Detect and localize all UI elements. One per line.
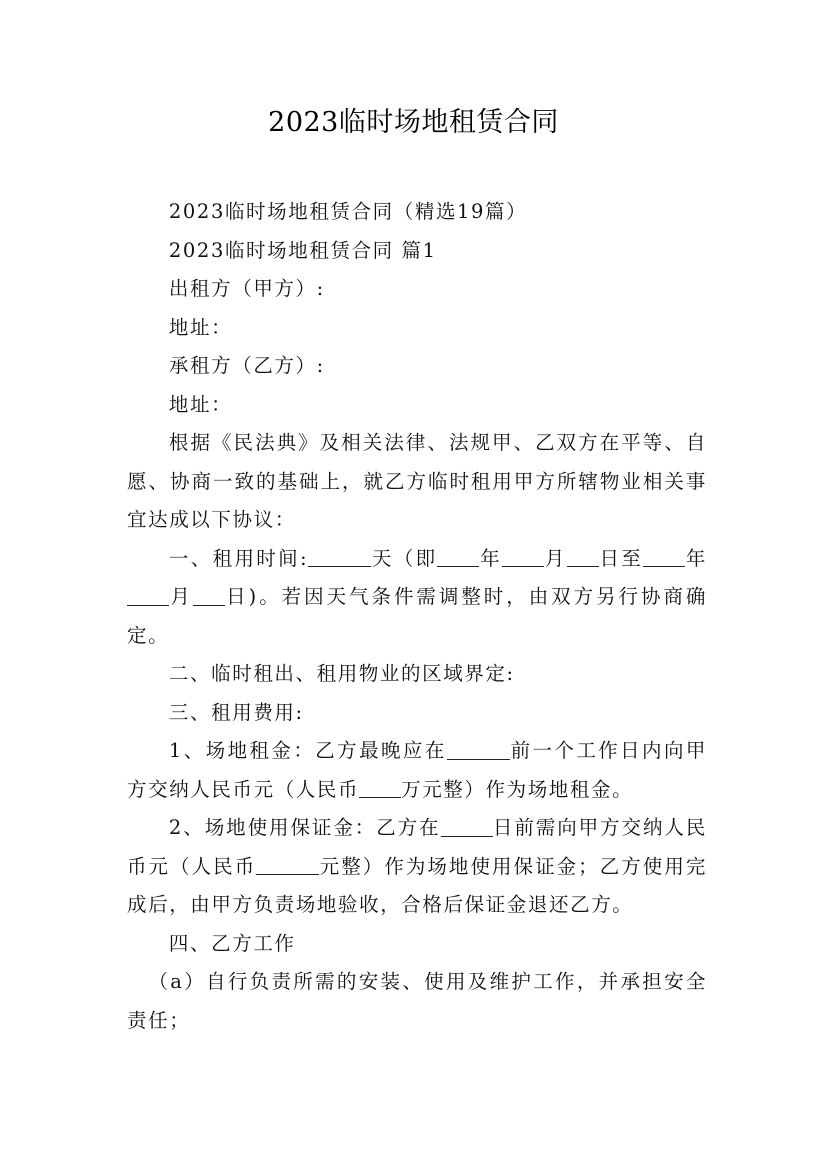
deposit-paragraph <box>127 809 707 925</box>
deposit-text-2: 日前需向甲方交纳人民币元（人民币 <box>127 816 707 878</box>
term-text-6: 年 <box>685 546 708 570</box>
document-body <box>127 193 707 1040</box>
subtitle-line: 2023临时场地租赁合同（精选19篇） <box>168 200 528 223</box>
blank-end-month <box>127 585 169 606</box>
term-text-3: 年 <box>479 546 503 570</box>
lessor-address-line: 地址： <box>168 315 233 339</box>
area-line: 二、临时租出、租用物业的区域界定: <box>168 662 515 685</box>
lessee-address-line: 地址： <box>168 392 233 416</box>
document-title: 2023临时场地租赁合同 <box>268 107 559 138</box>
intro-paragraph: 根据《民法典》及相关法律、法规甲、乙双方在平等、自愿、协商一致的基础上，就乙方临时租用甲方所辖物业相关事宜达成以下协议： <box>127 431 707 531</box>
deposit-text-3: 元整）作为场地使用保证金；乙方使用完成后，由甲方负责场地验收，合格后保证金退还乙方。 <box>127 854 707 916</box>
term-text-1: 一、租用时间: <box>168 546 309 570</box>
blank-rent-date <box>447 739 510 760</box>
rent-paragraph <box>127 732 707 809</box>
part-heading: 2023临时场地租赁合同 篇1 <box>168 238 437 262</box>
blank-deposit-amount <box>256 855 319 876</box>
rent-text-2: 前一个工作日内向甲方交纳人民币元（人民币 <box>127 739 707 801</box>
term-text-2: 天（即 <box>371 546 438 570</box>
deposit-text-1: 2、场地使用保证金：乙方在 <box>168 816 441 839</box>
blank-start-year <box>437 547 479 568</box>
fees-line: 三、租用费用: <box>168 700 304 724</box>
term-paragraph <box>127 540 707 656</box>
blank-deposit-date <box>441 816 493 837</box>
blank-days <box>308 547 371 568</box>
term-text-4: 月 <box>544 546 567 570</box>
work-item-a: （a）自行负责所需的安装、使用及维护工作，并承担安全责任； <box>127 970 707 1032</box>
term-text-8: 日)。若因天气条件需调整时，由双方另行协商确定。 <box>127 585 707 647</box>
term-text-7: 月 <box>169 585 193 608</box>
lessor-line: 出租方（甲方）: <box>168 277 325 300</box>
blank-start-month <box>502 547 544 568</box>
blank-end-day <box>193 585 225 606</box>
blank-start-day <box>567 547 599 568</box>
blank-rent-amount <box>359 778 401 799</box>
blank-end-year <box>643 547 685 568</box>
rent-text-1: 1、场地租金：乙方最晚应在 <box>168 739 447 762</box>
rent-text-3: 万元整）作为场地租金。 <box>401 777 634 801</box>
work-heading: 四、乙方工作 <box>168 931 296 955</box>
lessee-line: 承租方（乙方）: <box>168 354 325 377</box>
term-text-5: 日至 <box>598 546 644 570</box>
